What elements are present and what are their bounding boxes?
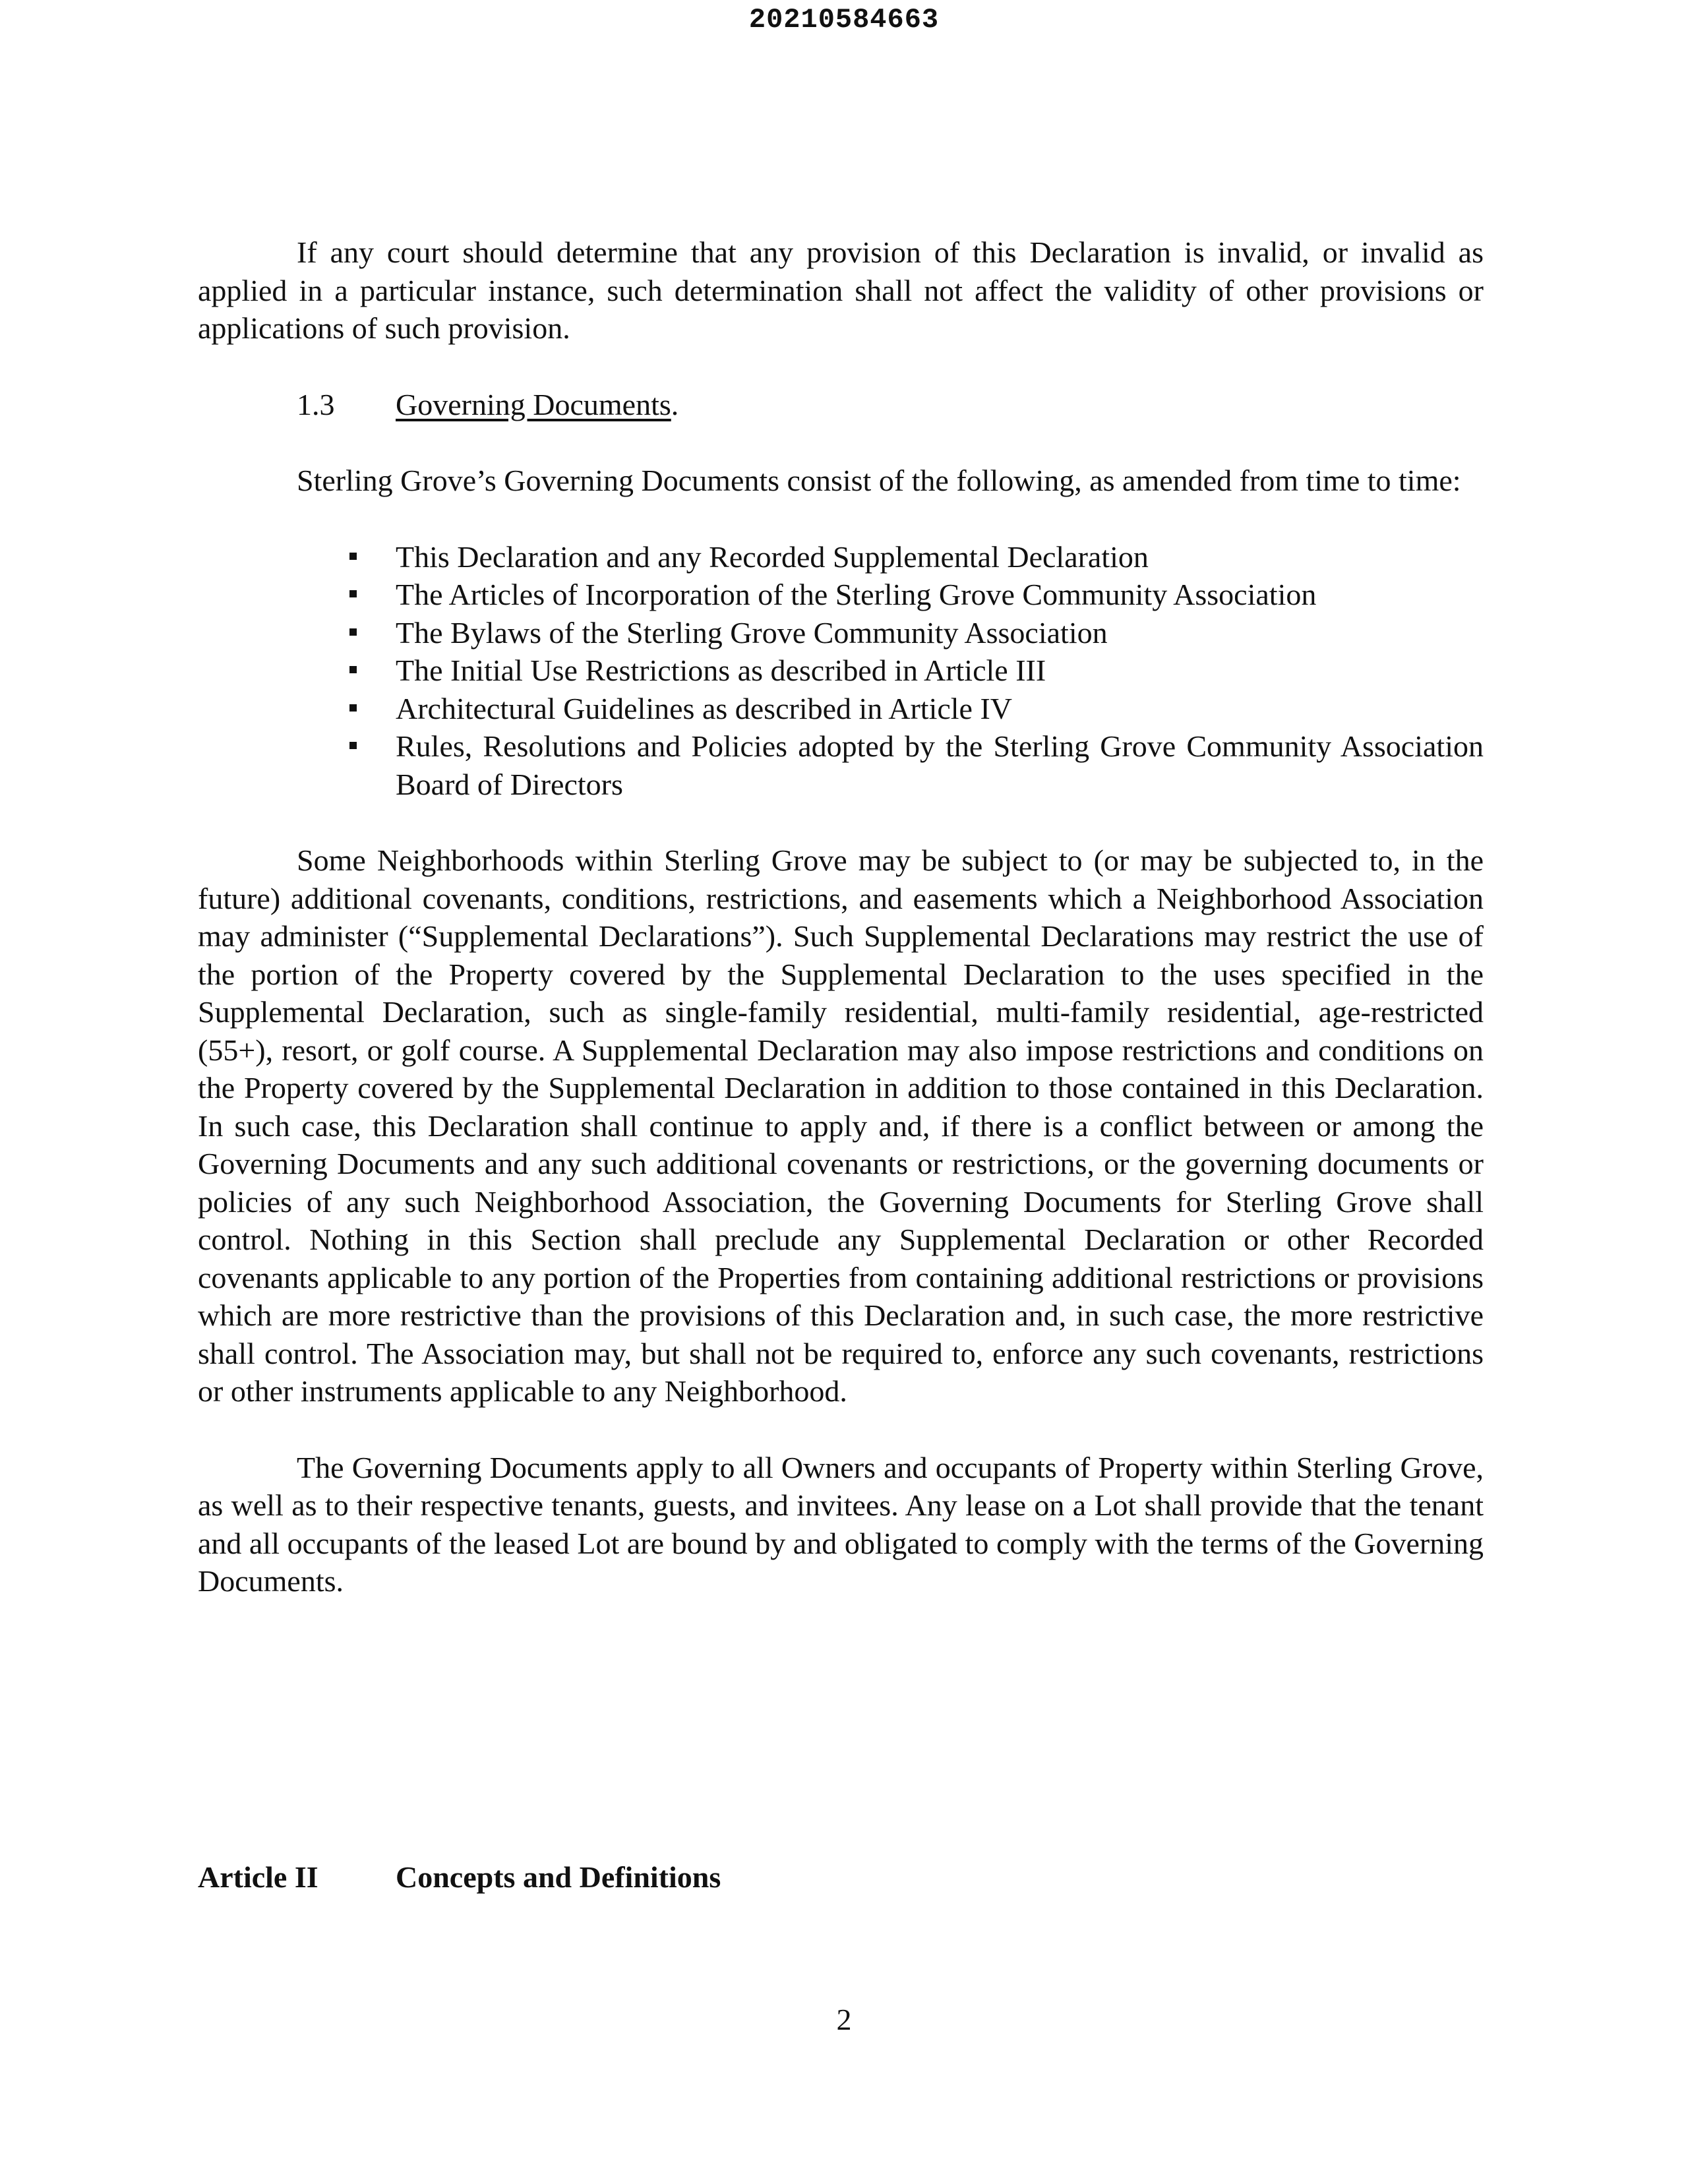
section-heading bbox=[198, 386, 1484, 424]
section-title-period: . bbox=[671, 387, 679, 421]
document-number: 20210584663 bbox=[748, 4, 940, 36]
list-item-text: This Declaration and any Recorded Supplemental Declaration bbox=[396, 539, 1149, 574]
list-item bbox=[198, 614, 1484, 652]
list-item-text: The Bylaws of the Sterling Grove Community Association bbox=[396, 615, 1108, 650]
list-item bbox=[198, 727, 1484, 803]
governing-documents-list bbox=[198, 538, 1484, 804]
paragraph-severability: If any court should determine that any provision of this Declaration is invalid, or invalid as applied in a particular instance, such determination shall not affect the validity of other provisions or applications of such provision. bbox=[198, 235, 1484, 345]
paragraph-apply: The Governing Documents apply to all Owners and occupants of Property within Sterling Grove, as well as to their respective tenants, guests, and invitees. Any lease on a Lot shall provide that the tenant and all occupants of the leased Lot are bound by and obligated to comply with the terms of the Governing Documents. bbox=[198, 1450, 1484, 1598]
square-bullet-icon bbox=[349, 628, 357, 636]
list-item bbox=[198, 690, 1484, 728]
paragraph-intro: Sterling Grove’s Governing Documents consist of the following, as amended from time to time: bbox=[297, 464, 1461, 497]
article-label: Article II bbox=[198, 1860, 318, 1894]
section-title: Governing Documents bbox=[396, 387, 671, 421]
article-title: Concepts and Definitions bbox=[396, 1860, 721, 1894]
square-bullet-icon bbox=[349, 742, 357, 749]
list-item bbox=[198, 576, 1484, 614]
section-number: 1.3 bbox=[297, 387, 335, 421]
list-item bbox=[198, 652, 1484, 690]
square-bullet-icon bbox=[349, 666, 357, 673]
document-body bbox=[198, 233, 1484, 1600]
list-item-text: Rules, Resolutions and Policies adopted by the Sterling Grove Community Association Board of Directors bbox=[396, 729, 1484, 801]
list-item-text: The Initial Use Restrictions as described in Article III bbox=[396, 653, 1046, 687]
article-heading bbox=[198, 1858, 721, 1896]
list-item bbox=[198, 538, 1484, 576]
paragraph-neighborhoods: Some Neighborhoods within Sterling Grove may be subject to (or may be subjected to, in the future) additional covenants, conditions, restrictions, and easements which a Neighborhood Association may administer (“Supplemental Declarations”). Such Supplemental Declarations may restrict the use of the portion of the Property covered by the Supplemental Declaration to the uses specified in the Supplemental Declaration, such as single-family residential, multi-family residential, age-restricted (55+), resort, or golf course. A Supplemental Declaration may also impose restrictions and conditions on the Property covered by the Supplemental Declaration in addition to those contained in this Declaration. In such case, this Declaration shall continue to apply and, if there is a conflict between or among the Governing Documents and any such additional covenants or restrictions, or the governing documents or policies of any such Neighborhood Association, the Governing Documents for Sterling Grove shall control. Nothing in this Section shall preclude any Supplemental Declaration or other Recorded covenants applicable to any portion of the Properties from containing additional restrictions or provisions which are more restrictive than the provisions of this Declaration and, in such case, the more restrictive shall control. The Association may, but shall not be required to, enforce any such covenants, restrictions or other instruments applicable to any Neighborhood. bbox=[198, 843, 1484, 1408]
square-bullet-icon bbox=[349, 704, 357, 712]
list-item-text: The Articles of Incorporation of the Sterling Grove Community Association bbox=[396, 578, 1317, 611]
page-number: 2 bbox=[836, 2003, 852, 2036]
list-item-text: Architectural Guidelines as described in Article IV bbox=[396, 691, 1013, 725]
square-bullet-icon bbox=[349, 553, 357, 560]
square-bullet-icon bbox=[349, 590, 357, 597]
